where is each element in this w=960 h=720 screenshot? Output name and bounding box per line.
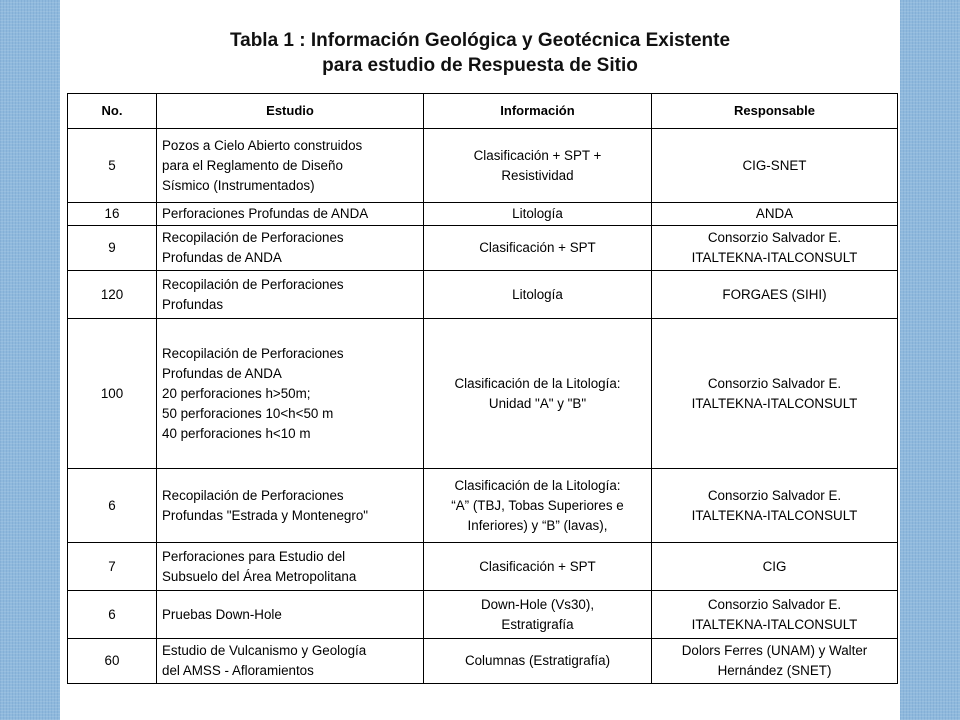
- cell-line: Hernández (SNET): [717, 663, 832, 678]
- cell-line: Estratigrafía: [501, 616, 574, 632]
- cell-no: 16: [68, 203, 157, 226]
- cell-line: Columnas (Estratigrafía): [464, 653, 611, 668]
- cell-line: Clasificación + SPT: [479, 558, 596, 574]
- cell-line: Pozos a Cielo Abierto construidos: [162, 137, 363, 153]
- cell-line: Unidad "A" y "B": [488, 395, 587, 411]
- cell-estudio: [157, 319, 424, 469]
- cell-informacion: [424, 226, 652, 271]
- cell-line: Recopilación de Perforaciones: [162, 276, 344, 292]
- cell-line: CIG-SNET: [742, 157, 807, 173]
- cell-line: Clasificación de la Litología:: [454, 477, 621, 493]
- cell-responsable: [652, 203, 898, 226]
- cell-line: ANDA: [755, 206, 794, 221]
- cell-no: 6: [68, 591, 157, 639]
- cell-estudio: [157, 469, 424, 543]
- cell-no: 9: [68, 226, 157, 271]
- cell-line: Litología: [512, 286, 563, 302]
- cell-line: Dolors Ferres (UNAM) y Walter: [681, 643, 868, 658]
- cell-informacion: [424, 469, 652, 543]
- cell-estudio: [157, 639, 424, 684]
- header-informacion: Información: [424, 94, 652, 129]
- cell-line: Down-Hole (Vs30),: [480, 596, 595, 612]
- cell-line: ITALTEKNA-ITALCONSULT: [691, 507, 858, 523]
- cell-line: Sísmico (Instrumentados): [162, 177, 315, 193]
- cell-no: 60: [68, 639, 157, 684]
- cell-informacion: [424, 543, 652, 591]
- slide: [60, 0, 900, 720]
- cell-line: Litología: [512, 206, 563, 221]
- cell-line: 40 perforaciones h<10 m: [162, 425, 311, 441]
- cell-responsable: [652, 639, 898, 684]
- cell-responsable: [652, 319, 898, 469]
- cell-responsable: [652, 469, 898, 543]
- cell-informacion: [424, 319, 652, 469]
- cell-no: 6: [68, 469, 157, 543]
- cell-line: ITALTEKNA-ITALCONSULT: [691, 250, 858, 265]
- cell-informacion: [424, 639, 652, 684]
- geology-table: [67, 93, 898, 684]
- table-row: [68, 226, 898, 271]
- table-row: [68, 591, 898, 639]
- cell-responsable: [652, 271, 898, 319]
- cell-line: Profundas de ANDA: [162, 250, 282, 265]
- cell-estudio: [157, 226, 424, 271]
- cell-line: para el Reglamento de Diseño: [162, 157, 343, 173]
- cell-line: Recopilación de Perforaciones: [162, 345, 344, 361]
- title-line-2: para estudio de Respuesta de Sitio: [322, 55, 638, 76]
- cell-line: Consorzio Salvador E.: [707, 375, 842, 391]
- cell-line: Profundas de ANDA: [162, 365, 282, 381]
- cell-no: 5: [68, 129, 157, 203]
- table-body: [68, 129, 898, 684]
- cell-line: Consorzio Salvador E.: [707, 596, 842, 612]
- cell-estudio: [157, 543, 424, 591]
- cell-estudio: [157, 203, 424, 226]
- cell-line: del AMSS - Afloramientos: [162, 663, 314, 678]
- cell-line: Perforaciones Profundas de ANDA: [162, 206, 369, 221]
- cell-no: 7: [68, 543, 157, 591]
- table-row: [68, 469, 898, 543]
- cell-line: CIG: [762, 558, 787, 574]
- cell-line: Inferiores) y “B” (lavas),: [467, 517, 608, 533]
- table-header-row: [68, 94, 898, 129]
- header-responsable: Responsable: [652, 94, 898, 129]
- cell-line: Profundas: [162, 296, 224, 312]
- title-line-1: Tabla 1 : Información Geológica y Geotécnica Existente: [229, 30, 731, 51]
- cell-line: Clasificación + SPT: [479, 240, 596, 255]
- table-row: [68, 271, 898, 319]
- header-estudio: Estudio: [157, 94, 424, 129]
- cell-line: Pruebas Down-Hole: [162, 606, 282, 622]
- table-row: [68, 129, 898, 203]
- cell-informacion: [424, 591, 652, 639]
- cell-line: “A” (TBJ, Tobas Superiores e: [451, 497, 624, 513]
- table-row: [68, 639, 898, 684]
- cell-estudio: [157, 591, 424, 639]
- cell-estudio: [157, 129, 424, 203]
- cell-line: 20 perforaciones h>50m;: [162, 385, 311, 401]
- cell-line: Profundas "Estrada y Montenegro": [162, 507, 369, 523]
- cell-no: 120: [68, 271, 157, 319]
- cell-line: Consorzio Salvador E.: [707, 230, 842, 245]
- cell-line: ITALTEKNA-ITALCONSULT: [691, 395, 858, 411]
- cell-line: Estudio de Vulcanismo y Geología: [162, 643, 367, 658]
- cell-line: Perforaciones para Estudio del: [162, 548, 346, 564]
- cell-line: 50 perforaciones 10<h<50 m: [162, 405, 334, 421]
- header-no: No.: [68, 94, 157, 129]
- page-title: [60, 28, 900, 78]
- table-row: [68, 319, 898, 469]
- cell-line: FORGAES (SIHI): [722, 286, 827, 302]
- table-row: [68, 203, 898, 226]
- cell-line: Consorzio Salvador E.: [707, 487, 842, 503]
- cell-line: Recopilación de Perforaciones: [162, 230, 344, 245]
- cell-line: Resistividad: [501, 167, 574, 183]
- cell-responsable: [652, 129, 898, 203]
- cell-responsable: [652, 591, 898, 639]
- cell-informacion: [424, 203, 652, 226]
- cell-line: Subsuelo del Área Metropolitana: [162, 568, 357, 584]
- cell-informacion: [424, 271, 652, 319]
- cell-responsable: [652, 543, 898, 591]
- cell-informacion: [424, 129, 652, 203]
- cell-responsable: [652, 226, 898, 271]
- cell-no: 100: [68, 319, 157, 469]
- cell-estudio: [157, 271, 424, 319]
- cell-line: Recopilación de Perforaciones: [162, 487, 344, 503]
- cell-line: Clasificación de la Litología:: [454, 375, 621, 391]
- cell-line: Clasificación + SPT +: [473, 147, 602, 163]
- cell-line: ITALTEKNA-ITALCONSULT: [691, 616, 858, 632]
- table-row: [68, 543, 898, 591]
